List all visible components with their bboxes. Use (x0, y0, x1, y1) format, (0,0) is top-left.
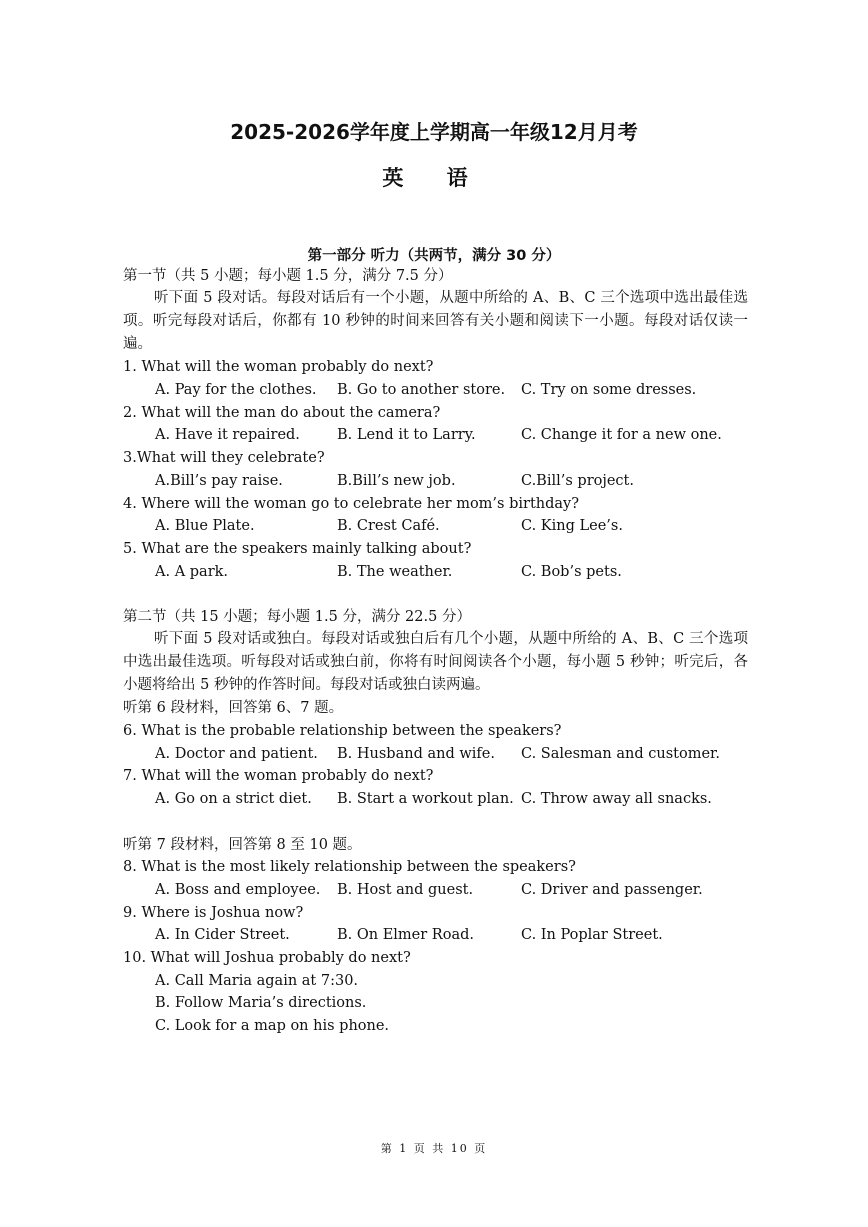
section1-instructions (123, 287, 748, 355)
option-b: B. On Elmer Road. (337, 927, 474, 943)
option-b: B. Follow Maria’s directions. (155, 995, 367, 1011)
section1-heading: 第一节（共 5 小题；每小题 1.5 分，满分 7.5 分） (123, 268, 453, 284)
option-c: C.Bill’s project. (521, 473, 634, 489)
option-b: B. Go to another store. (337, 382, 506, 398)
option-b: B.Bill’s new job. (337, 473, 456, 489)
question-6: 6. What is the probable relationship between the speakers? (123, 723, 562, 739)
question-8: 8. What is the most likely relationship between the speakers? (123, 859, 576, 875)
option-a: A. Pay for the clothes. (155, 382, 317, 398)
exam-title: 2025-2026学年度上学期高一年级12月月考 (230, 120, 638, 144)
option-c: C. In Poplar Street. (521, 927, 663, 943)
option-b: B. Host and guest. (337, 882, 474, 898)
option-a: A. A park. (155, 564, 229, 580)
option-b: B. The weather. (337, 564, 453, 580)
option-a: A. Doctor and patient. (155, 746, 318, 762)
option-a: A. Have it repaired. (155, 427, 300, 443)
material-7-heading: 听第 7 段材料，回答第 8 至 10 题。 (123, 837, 362, 853)
section2-heading: 第二节（共 15 小题；每小题 1.5 分，满分 22.5 分） (123, 609, 471, 625)
question-1: 1. What will the woman probably do next? (123, 359, 434, 375)
page-number: 第 1 页 共 10 页 (380, 1142, 488, 1155)
question-5: 5. What are the speakers mainly talking about? (123, 541, 472, 557)
question-3: 3.What will they celebrate? (123, 450, 325, 466)
option-c: C. Driver and passenger. (521, 882, 703, 898)
subject-title: 英 语 (382, 166, 486, 190)
option-b: B. Husband and wife. (337, 746, 495, 762)
instruction-text: 听下面 5 段对话。每段对话后有一个小题，从题中所给的 A、B、C 三个选项中选出最佳选项。听完每段对话后，你都有 10 秒钟的时间来回答有关小题和阅读下一小题。每段对话仅读一遍。 (123, 290, 748, 352)
question-9: 9. Where is Joshua now? (123, 905, 304, 921)
instruction-text: 听下面 5 段对话或独白。每段对话或独白后有几个小题，从题中所给的 A、B、C 三个选项中选出最佳选项。听每段对话或独白前，你将有时间阅读各个小题，每小题 5 秒钟；听完后，各小题将给出 5 秒钟的作答时间。每段对话或独白读两遍。 (123, 631, 748, 693)
option-b: B. Crest Café. (337, 518, 440, 534)
option-c: C. Change it for a new one. (521, 427, 722, 443)
option-b: B. Lend it to Larry. (337, 427, 476, 443)
option-a: A. Call Maria again at 7:30. (155, 973, 359, 989)
part1-heading: 第一部分 听力（共两节，满分 30 分） (307, 248, 561, 264)
option-c: C. Bob’s pets. (521, 564, 622, 580)
option-a: A. Boss and employee. (155, 882, 321, 898)
option-c: C. Try on some dresses. (521, 382, 697, 398)
material-6-heading: 听第 6 段材料，回答第 6、7 题。 (123, 700, 344, 716)
option-b: B. Start a workout plan. (337, 791, 514, 807)
question-2: 2. What will the man do about the camera? (123, 405, 441, 421)
option-c: C. Throw away all snacks. (521, 791, 712, 807)
option-a: A. Go on a strict diet. (155, 791, 312, 807)
question-7: 7. What will the woman probably do next? (123, 768, 434, 784)
option-a: A. In Cider Street. (155, 927, 290, 943)
option-a: A.Bill’s pay raise. (155, 473, 283, 489)
option-a: A. Blue Plate. (155, 518, 255, 534)
option-c: C. Look for a map on his phone. (155, 1018, 390, 1034)
question-4: 4. Where will the woman go to celebrate her mom’s birthday? (123, 496, 579, 512)
option-c: C. King Lee’s. (521, 518, 623, 534)
question-10: 10. What will Joshua probably do next? (123, 950, 411, 966)
option-c: C. Salesman and customer. (521, 746, 720, 762)
section2-instructions (123, 628, 748, 696)
